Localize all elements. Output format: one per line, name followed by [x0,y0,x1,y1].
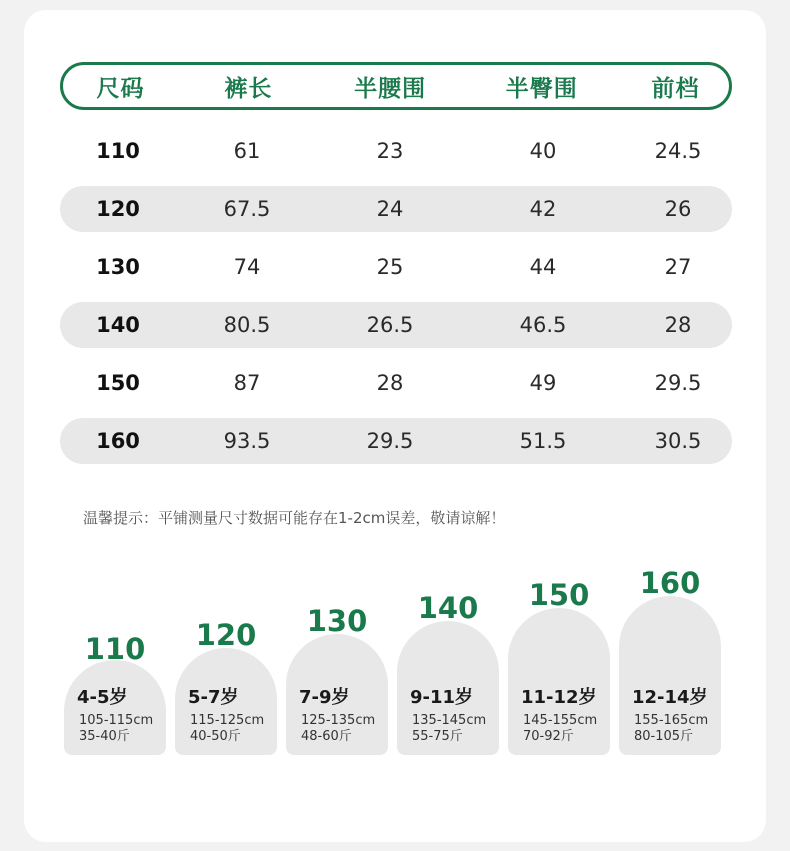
height-range: 115-125cm [190,713,265,728]
arch-size-label: 120 [195,618,257,652]
height-range: 125-135cm [301,713,376,728]
row-size: 140 [96,313,140,337]
row-front-rise: 26 [664,197,692,221]
arch-size-label: 130 [306,604,368,638]
row-half-waist: 26.5 [366,313,414,337]
size-card-140 [397,0,499,851]
age-range: 4-5岁 [77,687,128,708]
height-range: 135-145cm [412,713,487,728]
weight-range: 80-105斤 [634,729,694,744]
age-range: 11-12岁 [521,687,597,708]
row-pants-length: 67.5 [223,197,271,221]
arch-size-label: 150 [528,578,590,612]
row-pants-length: 80.5 [223,313,271,337]
row-size: 130 [96,255,140,279]
row-pants-length: 93.5 [223,429,271,453]
row-half-waist: 29.5 [366,429,414,453]
row-half-hip: 51.5 [519,429,567,453]
size-card-110 [64,0,166,851]
row-front-rise: 28 [664,313,692,337]
header-half-hip: 半臀围 [505,75,578,102]
row-front-rise: 27 [664,255,692,279]
row-size: 150 [96,371,140,395]
age-range: 9-11岁 [410,687,474,708]
row-half-hip: 44 [529,255,557,279]
row-front-rise: 29.5 [654,371,702,395]
size-card-130 [286,0,388,851]
row-half-hip: 42 [529,197,557,221]
row-size: 110 [96,139,140,163]
arch-size-label: 140 [417,591,479,625]
row-pants-length: 61 [233,139,261,163]
height-range: 145-155cm [523,713,598,728]
age-range: 7-9岁 [299,687,350,708]
measurement-tip: 温馨提示：平铺测量尺寸数据可能存在1-2cm误差，敬请谅解！ [83,509,506,527]
weight-range: 70-92斤 [523,729,574,744]
row-half-waist: 28 [376,371,404,395]
row-half-hip: 49 [529,371,557,395]
size-card-120 [175,0,277,851]
row-size: 120 [96,197,140,221]
header-front-rise: 前档 [651,75,700,102]
header-size: 尺码 [96,75,145,102]
row-half-waist: 24 [376,197,404,221]
row-half-waist: 25 [376,255,404,279]
size-card-160 [619,0,721,851]
size-card-150 [508,0,610,851]
age-range: 5-7岁 [188,687,239,708]
header-pants-length: 裤长 [224,75,273,102]
row-pants-length: 87 [233,371,261,395]
weight-range: 35-40斤 [79,729,130,744]
arch-size-label: 160 [639,566,701,600]
weight-range: 55-75斤 [412,729,463,744]
row-half-waist: 23 [376,139,404,163]
age-range: 12-14岁 [632,687,708,708]
arch-size-label: 110 [84,632,146,666]
row-front-rise: 30.5 [654,429,702,453]
height-range: 155-165cm [634,713,709,728]
header-half-waist: 半腰围 [354,75,427,102]
row-half-hip: 40 [529,139,557,163]
row-front-rise: 24.5 [654,139,702,163]
row-pants-length: 74 [233,255,261,279]
row-size: 160 [96,429,140,453]
height-range: 105-115cm [79,713,154,728]
weight-range: 40-50斤 [190,729,241,744]
weight-range: 48-60斤 [301,729,352,744]
row-half-hip: 46.5 [519,313,567,337]
